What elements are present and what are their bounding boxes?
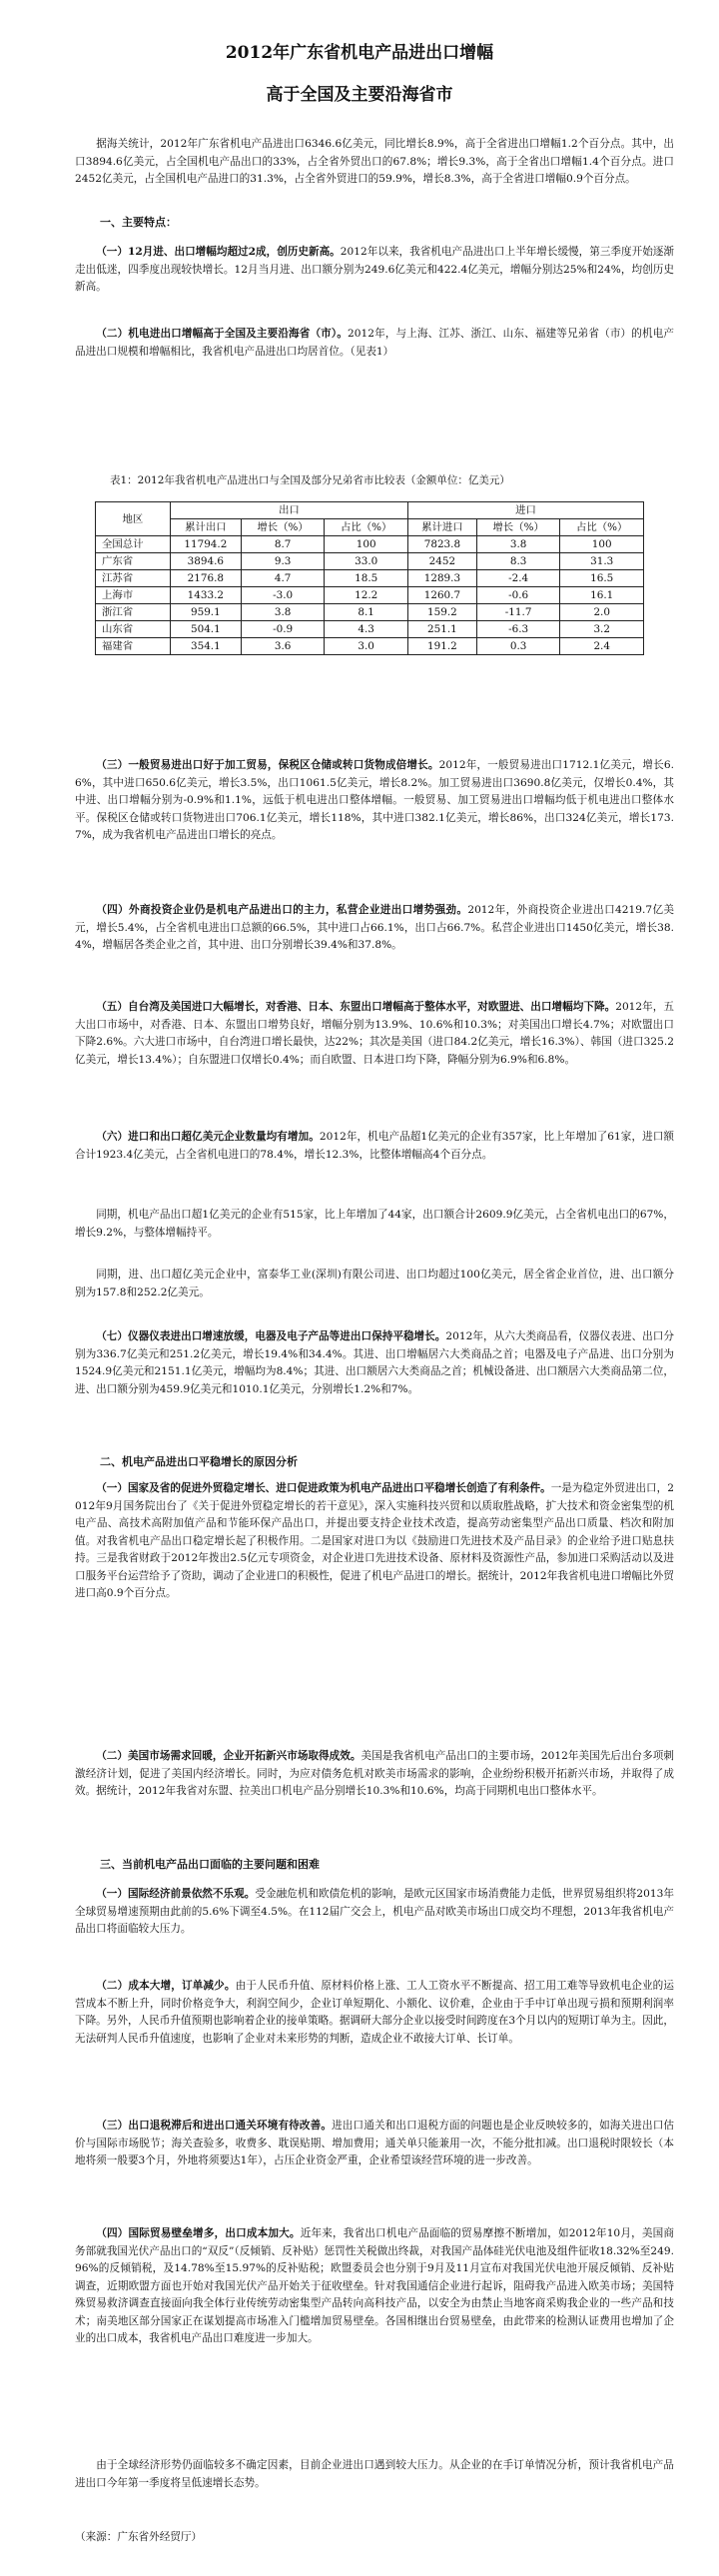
paragraph-body: 2012年，与上海、江苏、浙江、山东、福建等兄弟省（市）的机电产品进出口规模和增幅相比，我省机电产品进出口均居首位。（见表1） [75, 328, 674, 358]
cell-region: 福建省 [96, 638, 171, 655]
cell-import-share: 3.2 [560, 621, 644, 638]
cell-export-share: 100 [325, 536, 408, 553]
section-heading-problems: 三、当前机电产品出口面临的主要问题和困难 [100, 1858, 320, 1871]
table-row [96, 570, 644, 587]
cell-export-share: 18.5 [325, 570, 408, 587]
paragraph-body: 受金融危机和欧债危机的影响，是欧元区国家市场消费能力走低，世界贸易组织将2013年全球贸易增速预期由此前的5.6%下调至4.5%。在112届广交会上，机电产品对欧美市场出口成交均不理想，2013年我省机电产品出口将面临较大压力。 [75, 1888, 674, 1935]
paragraph-body: 2012年以来，我省机电产品进出口上半年增长缓慢，第三季度开始逐渐走出低迷，四季度出现较快增长。12月当月进、出口额分别为249.6亿美元和422.4亿美元，增幅分别达25%和24%，均创历史新高。 [75, 246, 674, 293]
cell-import: 1260.7 [407, 587, 476, 604]
paragraph-body: 一是为稳定外贸进出口，2012年9月国务院出台了《关于促进外贸稳定增长的若干意见》，深入实施科技兴贸和以质取胜战略，扩大技术和资金密集型的机电产品、高技术高附加值产品和节能环保产品出口，并提出要支持企业技术改造，提高劳动密集型产品出口质量、档次和附加值。对我省机电产品出口稳定增长起了积极作用。二是国家对进口为以《鼓励进口先进技术及产品目录》的企业给予进口贴息扶持。三是我省财政于2012年拨出2.5亿元专项资金，对企业进口先进技术设备、原材料及资源性产品，参加进口采购活动以及进口服务平台运营给予了资助，调动了企业进口的积极性，促进了机电产品进口的增长。据统计，2012年我省机电进口增幅比外贸进口高0.9个百分点。 [75, 1482, 674, 1599]
cell-export-growth: 3.8 [241, 604, 325, 621]
cell-export-share: 12.2 [325, 587, 408, 604]
cell-import: 7823.8 [407, 536, 476, 553]
paragraph-body: 美国是我省机电产品出口的主要市场，2012年美国先后出台多项刺激经济计划，促进了美国内经济增长。同时，为应对债务危机对欧美市场需求的影响，企业纷纷积极开拓新兴市场，并取得了成效。据统计，2012年我省对东盟、拉美出口机电产品分别增长10.3%和10.6%，均高于同期机电出口整体水平。 [75, 1750, 674, 1797]
cell-import-growth: -0.6 [476, 587, 560, 604]
cell-export-growth: 8.7 [241, 536, 325, 553]
paragraph-body: 2012年，从六大类商品看，仪器仪表进、出口分别为336.7亿美元和251.2亿美元，增长19.4%和34.4%。其进、出口增幅居六大类商品之首；电器及电子产品进、出口分别为1524.9亿美元和2151.1亿美元，增幅均为8.4%；其进、出口额居六大类商品之首；机械设备进、出口额居六大类商品第二位，进、出口额分别为459.9亿美元和1010.1亿美元，分别增长1.2%和7%。 [75, 1330, 675, 1395]
cell-export-growth: 4.7 [241, 570, 325, 587]
cell-export: 354.1 [170, 638, 241, 655]
paragraph-lead: （六）进口和出口超亿美元企业数量均有增加。 [96, 1131, 320, 1143]
subheader-export-growth: 增长（%） [241, 519, 325, 536]
paragraph-body: 2012年，机电产品超1亿美元的企业有357家，比上年增加了61家，进口额合计1923.4亿美元，占全省机电进口的78.4%，增长12.3%，比整体增幅高4个百分点。 [75, 1131, 674, 1161]
paragraph-lead: （一）国际经济前景依然不乐观。 [96, 1888, 256, 1900]
source-note: （来源：广东省外经贸厅） [75, 2531, 203, 2543]
table-row [96, 587, 644, 604]
cell-export-growth: 3.6 [241, 638, 325, 655]
cell-import-share: 16.1 [560, 587, 644, 604]
table-caption: 表1：2012年我省机电产品进出口与全国及部分兄弟省市比较表（金额单位：亿美元） [110, 474, 510, 486]
paragraph-lead: （四）外商投资企业仍是机电产品进出口的主力，私营企业进出口增势强劲。 [96, 904, 468, 916]
cell-import-growth: -11.7 [476, 604, 560, 621]
paragraph-reason-1 [75, 1480, 674, 1603]
paragraph-body: 2012年，一般贸易进出口1712.1亿美元，增长6.6%，其中进口650.6亿美元，增长3.5%，出口1061.5亿美元，增长8.2%。加工贸易进出口3690.8亿美元，仅增长0.4%，其中进、出口增幅分别为-0.9%和1.1%，远低于机电进出口整体增幅。一般贸易、加工贸易进出口增幅均低于机电进出口整体水平。保税区仓储或转口货物进出口706.1亿美元，增长118%，其中进口382.1亿美元，增长86%，出口324亿美元，增长173.7%，成为我省机电产品进出口增长的亮点。 [75, 759, 674, 841]
cell-import-growth: 3.8 [476, 536, 560, 553]
cell-import-share: 2.0 [560, 604, 644, 621]
cell-export-share: 3.0 [325, 638, 408, 655]
paragraph-feature-6 [75, 1129, 674, 1164]
paragraph-lead: （一）国家及省的促进外贸稳定增长、进口促进政策为机电产品进出口平稳增长创造了有利条件。 [96, 1482, 551, 1494]
cell-import: 159.2 [407, 604, 476, 621]
cell-import-growth: -6.3 [476, 621, 560, 638]
page-title: 2012年广东省机电产品进出口增幅 [225, 43, 494, 63]
cell-import: 191.2 [407, 638, 476, 655]
subheader-import-growth: 增长（%） [476, 519, 560, 536]
header-region: 地区 [96, 502, 171, 536]
cell-export-growth: 9.3 [241, 553, 325, 570]
intro-paragraph: 据海关统计，2012年广东省机电产品进出口6346.6亿美元，同比增长8.9%，高于全省进出口增幅1.2个百分点。其中，出口3894.6亿美元，占全国机电产品出口的33%，占全省外贸出口的67.8%；增长9.3%，高于全省出口增幅1.4个百分点。进口2452亿美元，占全国机电产品进口的31.3%，占全省外贸进口的59.9%，增长8.3%，高于全省进口增幅0.9个百分点。 [75, 138, 674, 185]
cell-region: 浙江省 [96, 604, 171, 621]
cell-region: 全国总计 [96, 536, 171, 553]
header-import: 进口 [407, 502, 643, 519]
table-row [96, 553, 644, 570]
paragraph-body: 由于人民币升值、原材料价格上涨、工人工资水平不断提高、招工用工难等导致机电企业的运营成本不断上升，同时价格竞争大，利润空间少，企业订单短期化、小额化、议价难，企业由于手中订单出现亏损和预期利润率下降。另外，人民币升值预期也影响着企业的接单策略。据调研大部分企业以接受时间跨度在3个月以内的短期订单为主。因此，无法研判人民币升值速度，也影响了企业对未来形势的判断，造成企业不敢接大订单、长订单。 [75, 1980, 674, 2045]
paragraph-problem-2 [75, 1978, 674, 2048]
paragraph-top-enterprise: 同期，进、出口超亿美元企业中，富泰华工业(深圳)有限公司进、出口均超过100亿美元，居全省企业首位，进、出口额分别为157.8和252.2亿美元。 [75, 1269, 674, 1298]
paragraph-body: 进出口通关和出口退税方面的问题也是企业反映较多的，如海关进出口估价与国际市场脱节；海关查验多，收费多、耽误贴期、增加费用；通关单只能兼用一次，不能分批扣减。出口退税时限较长（本地将须一般要3个月，外地将须要达1年），占压企业资金严重，企业希望该经营环境的进一步改善。 [75, 2120, 675, 2166]
cell-export: 2176.8 [170, 570, 241, 587]
paragraph-feature-5 [75, 999, 674, 1069]
cell-import: 2452 [407, 553, 476, 570]
cell-export-share: 33.0 [325, 553, 408, 570]
cell-import-growth: 0.3 [476, 638, 560, 655]
subheader-cum-export: 累计出口 [170, 519, 241, 536]
cell-region: 山东省 [96, 621, 171, 638]
section-heading-features: 一、主要特点： [100, 216, 177, 229]
paragraph-feature-1 [75, 244, 674, 297]
paragraph-lead: （三）出口退税滞后和进出口通关环境有待改善。 [96, 2120, 333, 2132]
paragraph-feature-4 [75, 902, 674, 955]
paragraph-problem-4 [75, 2225, 674, 2348]
paragraph-lead: （四）国际贸易壁垒增多，出口成本加大。 [96, 2227, 301, 2239]
cell-export: 11794.2 [170, 536, 241, 553]
subheader-cum-import: 累计进口 [407, 519, 476, 536]
cell-export-share: 8.1 [325, 604, 408, 621]
cell-import-share: 16.5 [560, 570, 644, 587]
section-heading-reasons: 二、机电产品进出口平稳增长的原因分析 [100, 1455, 298, 1468]
table-row [96, 604, 644, 621]
cell-export-growth: -0.9 [241, 621, 325, 638]
paragraph-body: 近年来，我省出口机电产品面临的贸易摩擦不断增加，如2012年10月，美国商务部就我国光伏产品出口的“双反”（反倾销、反补贴）惩罚性关税做出终裁，对我国产晶体硅光伏电池及组件征收18.32%至249.96%的反倾销税，及14.78%至15.97%的反补贴税；欧盟委员会也分别于9月及11月宣布对我国光伏电池开展反倾销、反补贴调查，近期欧盟方面也开始对我国光伏产品开始关于征收壁垒。针对我国通信企业进行起诉，阻碍我产品进入欧美市场；美国特殊贸易救济调查直接面向我全体行业传统劳动密集型产品转向高科技产品，以安全为由禁止当地客商采购我企业的一些产品和技术；南美地区部分国家正在谋划提高市场准入门槛增加贸易壁垒。各国相继出台贸易壁垒，由此带来的检测认证费用也增加了企业的出口成本，我省机电产品出口难度进一步加大。 [75, 2227, 674, 2344]
cell-export: 959.1 [170, 604, 241, 621]
paragraph-feature-3 [75, 757, 674, 845]
cell-import-share: 31.3 [560, 553, 644, 570]
cell-region: 上海市 [96, 587, 171, 604]
cell-import-share: 100 [560, 536, 644, 553]
subheader-import-share: 占比（%） [560, 519, 644, 536]
paragraph-problem-3 [75, 2118, 674, 2170]
paragraph-outlook: 由于全球经济形势仍面临较多不确定因素，目前企业进出口遇到较大压力。从企业的在手订单情况分析，预计我省机电产品进出口今年第一季度将呈低速增长态势。 [75, 2459, 674, 2489]
cell-import-growth: 8.3 [476, 553, 560, 570]
subheader-export-share: 占比（%） [325, 519, 408, 536]
comparison-table [95, 501, 644, 655]
paragraph-lead: （二）美国市场需求回暖，企业开拓新兴市场取得成效。 [96, 1750, 361, 1762]
cell-export: 1433.2 [170, 587, 241, 604]
paragraph-reason-2 [75, 1748, 674, 1801]
paragraph-feature-7 [75, 1328, 674, 1398]
table-subheader-row [96, 519, 644, 536]
paragraph-lead: （五）自台湾及美国进口大幅增长，对香港、日本、东盟出口增幅高于整体水平，对欧盟进、出口增幅均下降。 [96, 1001, 616, 1013]
paragraph-lead: （三）一般贸易进出口好于加工贸易，保税区仓储或转口货物成倍增长。 [96, 759, 439, 771]
table-row [96, 536, 644, 553]
paragraph-lead: （二）成本大增，订单减少。 [96, 1980, 236, 1992]
cell-export: 3894.6 [170, 553, 241, 570]
paragraph-lead: （二）机电进出口增幅高于全国及主要沿海省（市）。 [96, 328, 349, 340]
paragraph-feature-2 [75, 326, 674, 361]
table-header-row [96, 502, 644, 519]
cell-import: 251.1 [407, 621, 476, 638]
table-row [96, 621, 644, 638]
page-subtitle: 高于全国及主要沿海省市 [266, 85, 453, 105]
cell-import-share: 2.4 [560, 638, 644, 655]
cell-export-growth: -3.0 [241, 587, 325, 604]
paragraph-lead: （一）12月进、出口增幅均超过2成，创历史新高。 [96, 246, 341, 258]
paragraph-body: 2012年，外商投资企业进出口4219.7亿美元，增长5.4%，占全省机电进出口总额的66.5%，其中进口占66.1%，出口占66.7%。私营企业进出口1450亿美元，增长38.4%，增幅居各类企业之首，其中进、出口分别增长39.4%和37.8%。 [75, 904, 674, 951]
paragraph-body: 2012年，五大出口市场中，对香港、日本、东盟出口增势良好，增幅分别为13.9%、10.6%和10.3%；对美国出口增长4.7%；对欧盟出口下降2.6%。六大进口市场中，自台湾进口增长最快，达22%；其次是美国（进口84.2亿美元，增长16.3%）、韩国（进口325.2亿美元，增长13.4%）；自东盟进口仅增长0.4%；而自欧盟、日本进口均下降，降幅分别为6.9%和6.8%。 [75, 1001, 675, 1066]
cell-import-growth: -2.4 [476, 570, 560, 587]
cell-export-share: 4.3 [325, 621, 408, 638]
paragraph-lead: （七）仪器仪表进出口增速放缓，电器及电子产品等进出口保持平稳增长。 [96, 1330, 446, 1342]
paragraph-large-exporters: 同期，机电产品出口超1亿美元的企业有515家，比上年增加了44家，出口额合计2609.9亿美元，占全省机电出口的67%，增长9.2%，与整体增幅持平。 [75, 1209, 674, 1239]
cell-export: 504.1 [170, 621, 241, 638]
cell-region: 江苏省 [96, 570, 171, 587]
paragraph-problem-1 [75, 1886, 674, 1939]
cell-import: 1289.3 [407, 570, 476, 587]
table-row [96, 638, 644, 655]
header-export: 出口 [170, 502, 407, 519]
cell-region: 广东省 [96, 553, 171, 570]
